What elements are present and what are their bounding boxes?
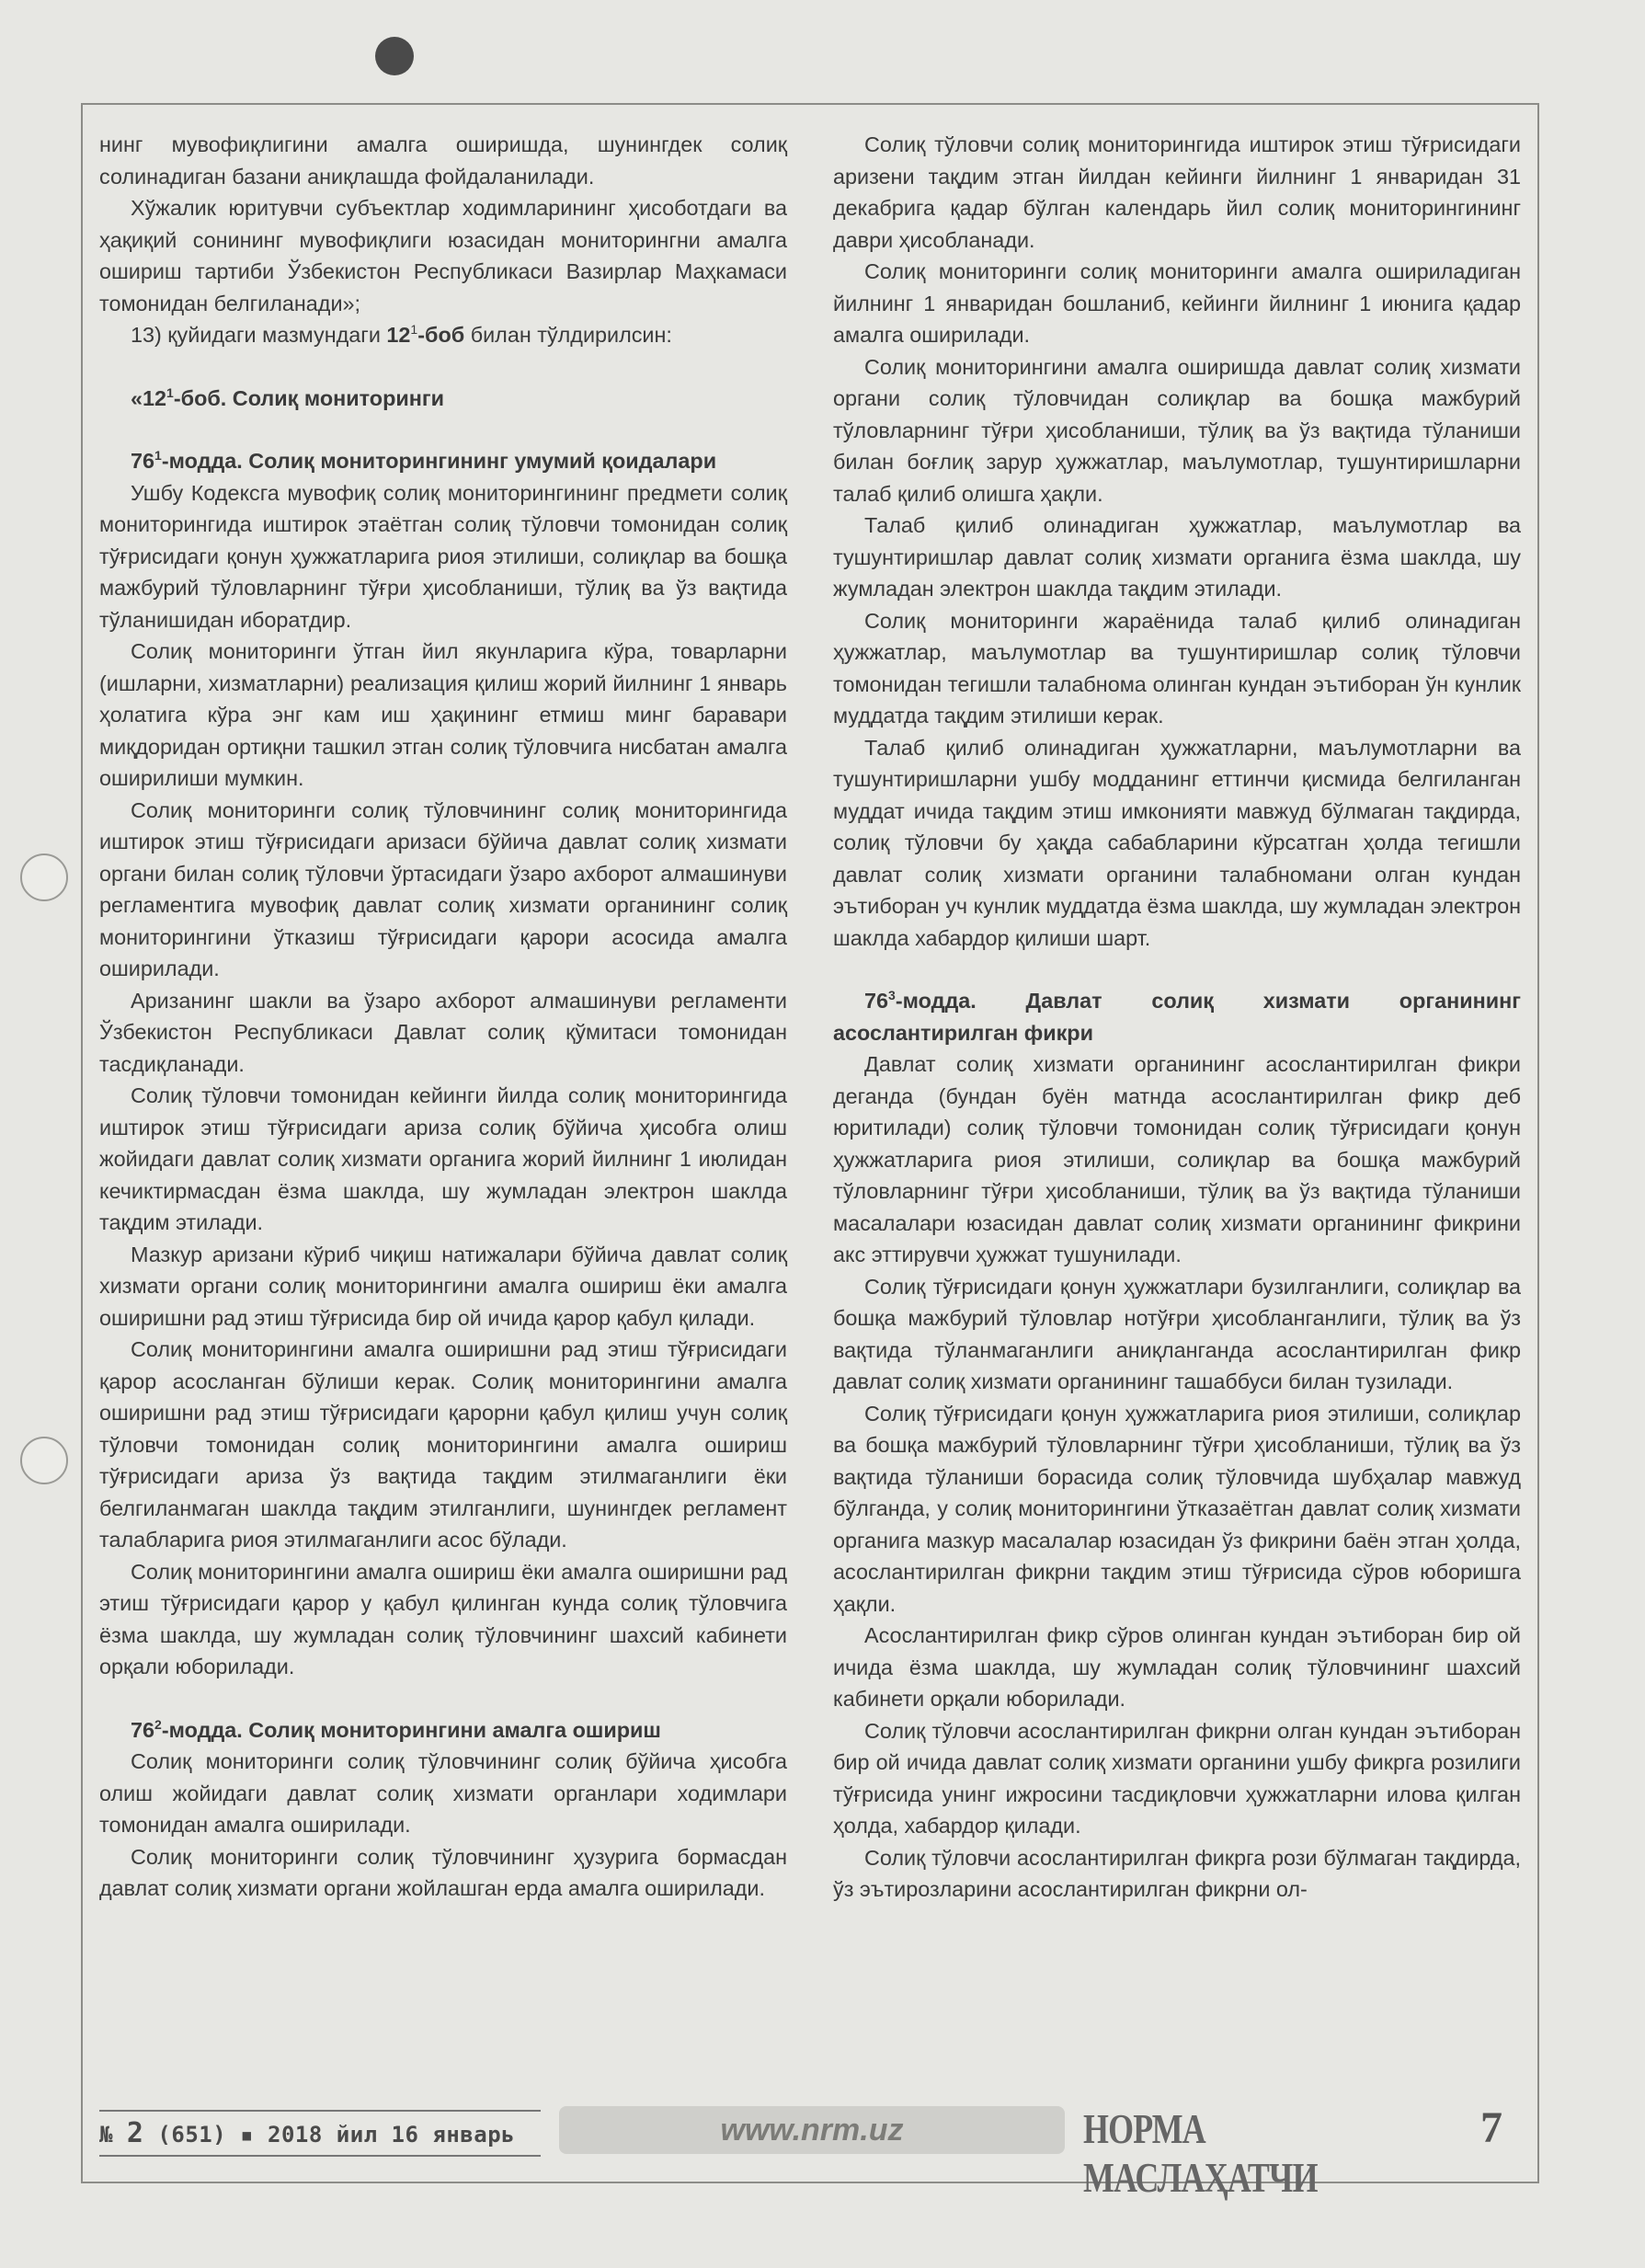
paragraph: Солиқ мониторингини амалга оширишни рад этиш тўғрисидаги қарор асосланган бўлиши керак. Солиқ мониторингини амалга оширишни рад этиш тўғрисидаги қарорни қабул қилиш учун солиқ тўловчи томонидан солиқ мониторингини амалга ошириш тўғрисидаги ариза ўз вақтида тақдим этилмаганлиги ёки белгиланмаган шаклда тақдим этилганлиги, шунингдек регламент талабларига риоя этилмаганлиги асос бўлади. [99, 1337, 787, 1552]
chapter-heading: «$12^1$-боб. Солиқ мониторинги [131, 384, 444, 410]
punch-dot [375, 37, 414, 75]
article-heading: $76^2$-модда. Солиқ мониторингини амалга ошириш [131, 1716, 661, 1742]
paragraph: Солиқ тўғрисидаги қонун ҳужжатлари бузилганлиги, солиқлар ва бошқа мажбурий тўловлар нотўғри ҳисобланганлиги, тўлиқ ва ўз вақтида тўланмаганлиги аниқланганда асослантирилган фикр давлат солиқ хизмати органининг ташаббуси билан тузилади. [833, 1274, 1521, 1393]
publication-title: НОРМА МАСЛАҲАТЧИ [1083, 2105, 1318, 2201]
paragraph: Солиқ мониторингини амалга оширишда давлат солиқ хизмати органи солиқ тўловчидан солиқлар ва бошқа мажбурий тўловларнинг тўғри ҳисобланиши, тўлиқ ва ўз вақтида тўланиши билан боғлиқ зарур ҳужжатлар, маълумотлар, тушунтиришларни талаб қилиб олишга ҳақли. [833, 354, 1521, 506]
article-heading: $76^1$-модда. Солиқ мониторингининг умумий қоидалари [131, 448, 717, 473]
paragraph: Солиқ тўловчи томонидан кейинги йилда солиқ мониторингида иштирок этиш тўғрисидаги ариза солиқ бўйича ҳисобга олиш жойидаги давлат солиқ хизмати органига жорий йилнинг 1 июлидан кечиктирмасдан ёзма шаклда, шу жумладан электрон шаклда тақдим этилади. [99, 1083, 787, 1234]
paragraph: Мазкур аризани кўриб чиқиш натижалари бўйича давлат солиқ хизмати органи солиқ мониторингини амалга ошириш ёки амалга оширишни рад этиш тўғрисида бир ой ичида қарор қабул қилади. [99, 1242, 787, 1330]
paragraph: Солиқ мониторинги жараёнида талаб қилиб олинадиган ҳужжатлар, маълумотлар ва тушунтиришлар солиқ тўловчи томонидан тегишли талабнома олинган кундан эътиборан ўн кунлик муддатда тақдим этилиши керак. [833, 608, 1521, 727]
paragraph: Давлат солиқ хизмати органининг асослантирилган фикри деганда (бундан буён матнда асослантирилган фикр деб юритилади) солиқ тўловчи томонидан солиқ тўғрисидаги қонун ҳужжатларига риоя этилиши, солиқлар ва бошқа мажбурий тўловларнинг тўғри ҳисобланиши, тўлиқ ва ўз вақтида тўланиши масалалари юзасидан давлат солиқ хизмати органининг фикрини акс эттирувчи ҳужжат тушунилади. [833, 1052, 1521, 1266]
paragraph: Ушбу Кодексга мувофиқ солиқ мониторингининг предмети солиқ мониторингида иштирок этаётган солиқ тўловчи томонидан солиқ тўғрисидаги қонун ҳужжатларига риоя этилиши, солиқлар ва бошқа мажбурий тўловларнинг тўғри ҳисобланиши, тўлиқ ва ўз вақтида тўланишидан иборатдир. [99, 480, 787, 632]
paragraph: Солиқ мониторинги ўтган йил якунларига кўра, товарларни (ишларни, хизматларни) реализация қилиш жорий йилнинг 1 январь ҳолатига кўра энг кам иш ҳақининг етмиш минг баравари миқдоридан ортиқни ташкил этган солиқ тўловчига нисбатан амалга оширилиши мумкин. [99, 639, 787, 790]
article-heading: $76^3$-модда. Давлат солиқ хизмати органининг асослантирилган фикри [833, 988, 1521, 1045]
paragraph: Талаб қилиб олинадиган ҳужжатлар, маълумотлар ва тушунтиришлар давлат солиқ хизмати органига ёзма шаклда, шу жумладан электрон шаклда тақдим этилади. [833, 513, 1521, 601]
paragraph: Асослантирилган фикр сўров олинган кундан эътиборан бир ой ичида ёзма шаклда, шу жумладан солиқ тўловчининг шахсий кабинети орқали юборилади. [833, 1623, 1521, 1711]
paragraph: Солиқ мониторинги солиқ тўловчининг ҳузурига бормасдан давлат солиқ хизмати органи жойлашган ерда амалга оширилади. [99, 1844, 787, 1900]
paragraph: Солиқ мониторинги солиқ мониторинги амалга ошириладиган йилнинг 1 январидан бошланиб, кейинги йилнинг 1 июнига қадар амалга оширилади. [833, 259, 1521, 347]
website-url: www.nrm.uz [559, 2106, 1065, 2154]
paragraph: Солиқ мониторингини амалга ошириш ёки амалга оширишни рад этиш тўғрисидаги қарор у қабул қилинган кунда солиқ тўловчига ёзма шаклда, шу жумладан солиқ тўловчининг шахсий кабинети орқали юборилади. [99, 1559, 787, 1678]
paragraph: Аризанинг шакли ва ўзаро ахборот алмашинуви регламенти Ўзбекистон Республикаси Давлат солиқ қўмитаси томонидан тасдиқланади. [99, 988, 787, 1076]
binder-hole-top [20, 853, 68, 901]
binder-hole-bottom [20, 1437, 68, 1484]
paragraph: нинг мувофиқлигини амалга оширишда, шунингдек солиқ солинадиган базани аниқлашда фойдаланилади. [99, 132, 787, 189]
page-number: 7 [1480, 2103, 1502, 2152]
left-column [99, 129, 787, 1905]
paragraph: Солиқ тўловчи асослантирилган фикрни олган кундан эътиборан бир ой ичида давлат солиқ хизмати органини ушбу фикрга розилиги тўғрисида унинг ижросини тасдиқловчи ҳужжатларни илова қилган ҳолда, хабардор қилади. [833, 1718, 1521, 1838]
issue-info: № 2 (651) ▪ 2018 йил 16 январь [99, 2110, 541, 2157]
paragraph: Солиқ мониторинги солиқ тўловчининг солиқ бўйича ҳисобга олиш жойидаги давлат солиқ хизмати органлари ходимлари томонидан амалга оширилади. [99, 1749, 787, 1837]
paragraph: Солиқ мониторинги солиқ тўловчининг солиқ мониторингида иштирок этиш тўғрисидаги аризаси бўйича давлат солиқ хизмати органи билан солиқ тўловчи ўртасидаги ўзаро ахборот алмашинуви регламентига мувофиқ давлат солиқ хизмати органининг солиқ мониторингини ўтказиш тўғрисидаги қарори асосида амалга оширилади. [99, 797, 787, 980]
paragraph: Хўжалик юритувчи субъектлар ходимларининг ҳисоботдаги ва ҳақиқий сонининг мувофиқлиги юзасидан мониторингни амалга ошириш тартиби Ўзбекистон Республикаси Вазирлар Маҳкамаси томонидан белгиланади»; [99, 196, 787, 315]
paragraph: Солиқ тўғрисидаги қонун ҳужжатларига риоя этилиши, солиқлар ва бошқа мажбурий тўловларнинг тўғри ҳисобланиши, тўлиқ ва ўз вақтида тўланиши борасида солиқ тўловчида шубҳалар мавжуд бўлганда, у солиқ мониторингини ўтказаётган давлат солиқ хизмати органига мазкур масалалар юзасидан ўз фикрини баён этган ҳолда, асослантирилган фикрни тақдим этиш тўғрисида сўров юборишга ҳақли. [833, 1401, 1521, 1616]
paragraph: Солиқ тўловчи асослантирилган фикрга рози бўлмаган тақдирда, ўз эътирозларини асослантирилган фикрни ол- [833, 1845, 1521, 1901]
page-footer [99, 2099, 1521, 2201]
right-column [833, 129, 1521, 1906]
paragraph: 13) қуйидаги мазмундаги $12^1$-боб билан тўлдирилсин: [131, 322, 672, 347]
paragraph: Солиқ тўловчи солиқ мониторингида иштирок этиш тўғрисидаги аризени тақдим этган йилдан кейинги йилнинг 1 январидан 31 декабрига қадар бўлган календарь йил солиқ мониторингининг даври ҳисобланади. [833, 132, 1521, 252]
paragraph: Талаб қилиб олинадиган ҳужжатларни, маълумотларни ва тушунтиришларни ушбу модданинг еттинчи қисмида белгиланган муддат ичида тақдим этиш имконияти мавжуд бўлмаган тақдирда, солиқ тўловчи бу ҳақда сабабларини кўрсатган ҳолда тегишли давлат солиқ хизмати органини талабномани олган кундан эътиборан уч кунлик муддатда ёзма шаклда, шу жумладан электрон шаклда хабардор қилиши шарт. [833, 735, 1521, 950]
